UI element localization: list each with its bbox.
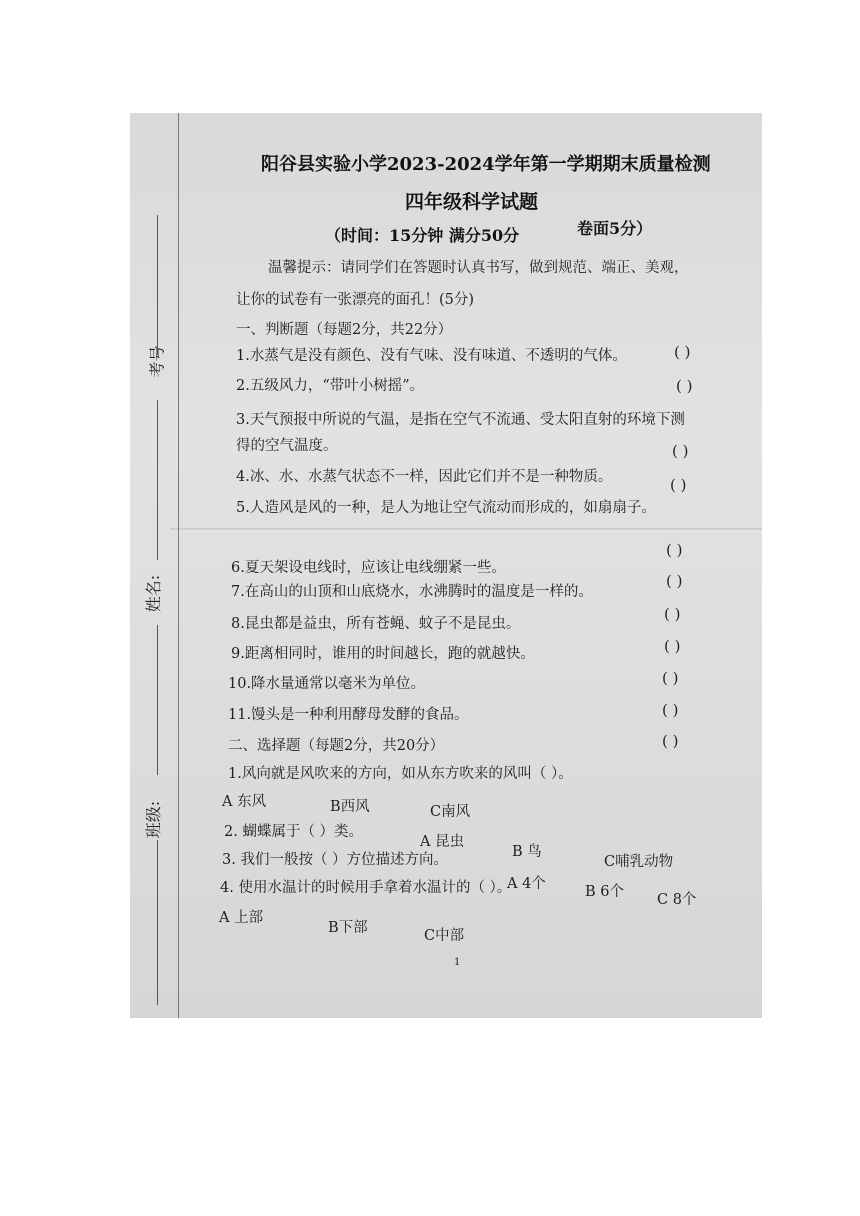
choice-q1-option-b: B西风 xyxy=(330,799,370,815)
answer-blank: ( ) xyxy=(674,343,691,361)
choice-q4-option-a: A 上部 xyxy=(219,910,264,926)
judge-q11: 11.馒头是一种利用酵母发酵的食品。 xyxy=(228,707,469,723)
answer-blank: ( ) xyxy=(666,541,683,559)
exam-subtitle: 四年级科学试题 xyxy=(405,191,539,213)
choice-q3-option-b: B 6个 xyxy=(585,884,624,900)
judge-q7: 7.在高山的山顶和山底烧水，水沸腾时的温度是一样的。 xyxy=(231,584,593,600)
judge-q3-line2: 得的空气温度。 xyxy=(236,438,338,454)
choice-q1-option-a: A 东风 xyxy=(222,794,267,810)
surface-score-info: 卷面5分） xyxy=(577,219,653,238)
exam-title: 阳谷县实验小学2023-2024学年第一学期期末质量检测 xyxy=(261,154,711,175)
answer-blank: ( ) xyxy=(664,605,681,623)
judge-q5: 5.人造风是风的一种，是人为地让空气流动而形成的，如扇扇子。 xyxy=(236,500,656,516)
answer-blank: ( ) xyxy=(662,701,679,719)
name-line xyxy=(157,400,158,560)
choice-q1: 1.风向就是风吹来的方向，如从东方吹来的风叫（ ）。 xyxy=(228,766,573,782)
choice-q4: 4. 使用水温计的时候用手拿着水温计的（ ）。 xyxy=(220,880,512,896)
answer-blank: ( ) xyxy=(662,732,679,750)
choice-q4-option-b: B下部 xyxy=(328,920,368,936)
class-label: 班级: xyxy=(144,800,164,839)
choice-q3-option-a: A 4个 xyxy=(507,876,546,892)
tip-line-1: 温馨提示：请同学们在答题时认真书写，做到规范、端正、美观， xyxy=(268,260,689,276)
judge-q8: 8.昆虫都是益虫，所有苍蝇、蚊子不是昆虫。 xyxy=(231,616,521,632)
choice-q2-option-b: B 鸟 xyxy=(512,844,542,860)
binding-line xyxy=(178,113,179,1018)
judge-q6: 6.夏天架设电线时，应该让电线绷紧一些。 xyxy=(231,560,506,576)
bottom-line xyxy=(157,840,158,1005)
answer-blank: ( ) xyxy=(670,476,687,494)
choice-section-title: 二、选择题（每题2分，共20分） xyxy=(228,738,445,754)
judge-q2: 2.五级风力，“带叶小树摇”。 xyxy=(236,378,425,394)
judge-q4: 4.冰、水、水蒸气状态不一样，因此它们并不是一种物质。 xyxy=(236,469,613,485)
choice-q3-option-c: C 8个 xyxy=(657,892,697,908)
choice-q2-option-a: A 昆虫 xyxy=(420,834,465,850)
choice-q3: 3. 我们一般按（ ）方位描述方向。 xyxy=(222,852,449,868)
judge-q10: 10.降水量通常以毫米为单位。 xyxy=(228,676,426,692)
tip-line-2: 让你的试卷有一张漂亮的面孔！(5分) xyxy=(236,292,475,308)
exam-no-label: 考号 xyxy=(147,345,167,378)
answer-blank: ( ) xyxy=(666,572,683,590)
exam-no-line xyxy=(157,215,158,355)
choice-q2-option-c: C哺乳动物 xyxy=(604,854,674,870)
choice-q1-option-c: C南风 xyxy=(430,804,471,820)
paper-fold xyxy=(170,528,762,532)
answer-blank: ( ) xyxy=(676,377,693,395)
judge-q1: 1.水蒸气是没有颜色、没有气味、没有味道、不透明的气体。 xyxy=(236,348,627,364)
answer-blank: ( ) xyxy=(662,669,679,687)
judge-section-title: 一、判断题（每题2分，共22分） xyxy=(236,322,453,338)
class-line xyxy=(157,625,158,775)
page-number: 1 xyxy=(454,957,461,968)
name-label: 姓名: xyxy=(144,574,164,613)
choice-q4-option-c: C中部 xyxy=(424,928,465,944)
judge-q3: 3.天气预报中所说的气温，是指在空气不流通、受太阳直射的环境下测 xyxy=(236,412,685,428)
judge-q9: 9.距离相同时，谁用的时间越长，跑的就越快。 xyxy=(231,646,535,662)
answer-blank: ( ) xyxy=(672,442,689,460)
answer-blank: ( ) xyxy=(664,637,681,655)
time-score-info: （时间：15分钟 满分50分 xyxy=(325,226,520,245)
choice-q2: 2. 蝴蝶属于（ ）类。 xyxy=(224,824,364,840)
